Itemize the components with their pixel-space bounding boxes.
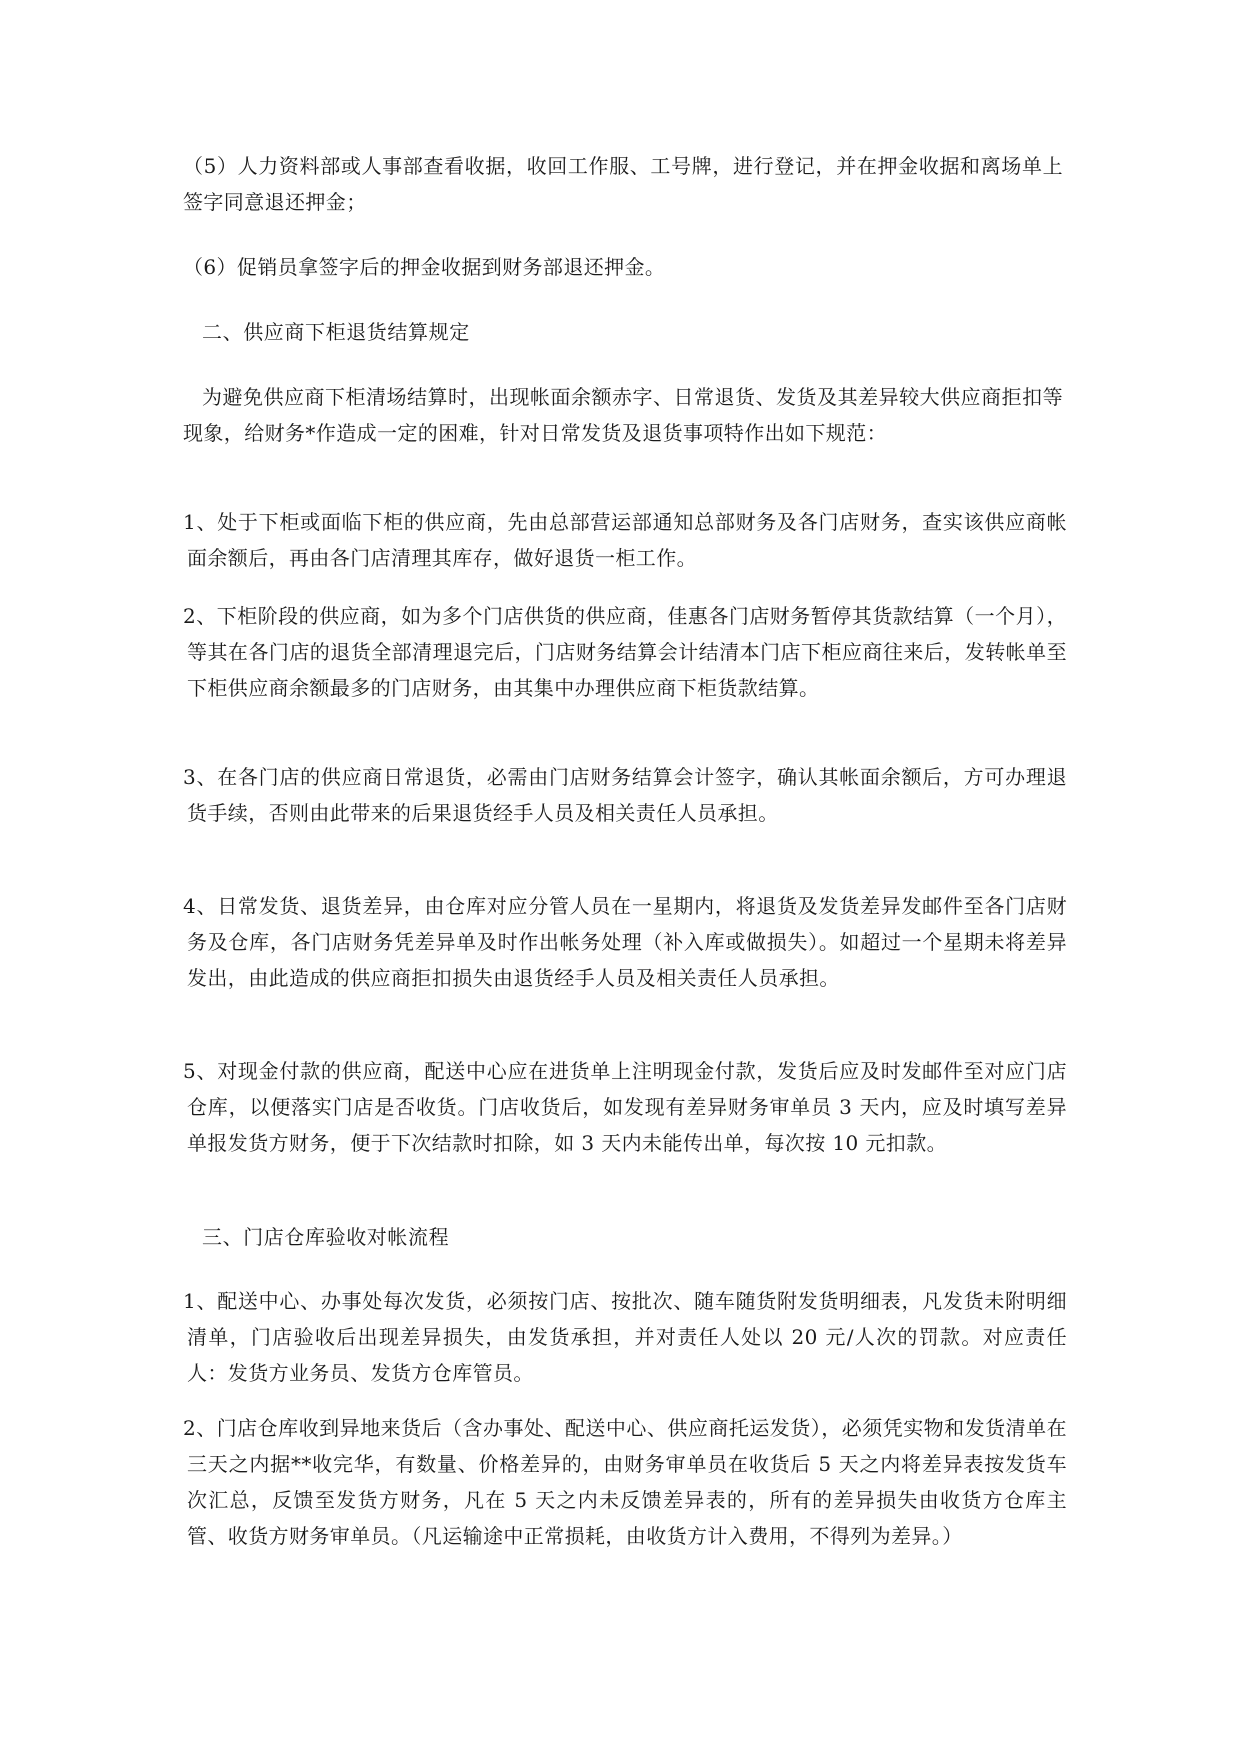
paragraph-item-5: （5）人力资料部或人事部查看收据，收回工作服、工号牌，进行登记，并在押金收据和离场单上签字同意退还押金； xyxy=(183,154,1063,214)
flow-item-2: 2、门店仓库收到异地来货后（含办事处、配送中心、供应商托运发货），必须凭实物和发货清单在三天之内据**收完华，有数量、价格差异的，由财务审单员在收货后 5 天之内将差异表按发货车次汇总，反馈至发货方财务，凡在 5 天之内未反馈差异表的，所有的差异损失由收货方仓库主管、收货方财务审单员。（凡运输途中正常损耗，由收货方计入费用，不得列为差异。） xyxy=(183,1416,1067,1548)
rule-item-5: 5、对现金付款的供应商，配送中心应在进货单上注明现金付款，发货后应及时发邮件至对应门店仓库，以便落实门店是否收货。门店收货后，如发现有差异财务审单员 3 天内，应及时填写差异单报发货方财务，便于下次结款时扣除，如 3 天内未能传出单，每次按 10 元扣款。 xyxy=(183,1059,1067,1155)
rule-item-2: 2、下柜阶段的供应商，如为多个门店供货的供应商，佳惠各门店财务暂停其货款结算（一个月），等其在各门店的退货全部清理退完后，门店财务结算会计结清本门店下柜应商往来后，发转帐单至下柜供应商余额最多的门店财务，由其集中办理供应商下柜货款结算。 xyxy=(183,604,1067,700)
flow-item-1: 1、配送中心、办事处每次发货，必须按门店、按批次、随车随货附发货明细表，凡发货未附明细清单，门店验收后出现差异损失，由发货承担，并对责任人处以 20 元/人次的罚款。对应责任人：发货方业务员、发货方仓库管员。 xyxy=(183,1289,1067,1385)
section-heading-2: 二、供应商下柜退货结算规定 xyxy=(202,320,470,344)
rule-item-4: 4、日常发货、退货差异，由仓库对应分管人员在一星期内，将退货及发货差异发邮件至各门店财务及仓库，各门店财务凭差异单及时作出帐务处理（补入库或做损失）。如超过一个星期未将差异发出，由此造成的供应商拒扣损失由退货经手人员及相关责任人员承担。 xyxy=(183,894,1067,990)
paragraph-item-6: （6）促销员拿签字后的押金收据到财务部退还押金。 xyxy=(183,255,666,279)
rule-item-3: 3、在各门店的供应商日常退货，必需由门店财务结算会计签字，确认其帐面余额后，方可办理退货手续，否则由此带来的后果退货经手人员及相关责任人员承担。 xyxy=(183,765,1067,825)
rule-item-1: 1、处于下柜或面临下柜的供应商，先由总部营运部通知总部财务及各门店财务，查实该供应商帐面余额后，再由各门店清理其库存，做好退货一柜工作。 xyxy=(183,510,1067,570)
section-2-intro: 为避免供应商下柜清场结算时，出现帐面余额赤字、日常退货、发货及其差异较大供应商拒扣等现象，给财务*作造成一定的困难，针对日常发货及退货事项特作出如下规范： xyxy=(183,385,1063,445)
section-heading-3: 三、门店仓库验收对帐流程 xyxy=(202,1225,450,1249)
